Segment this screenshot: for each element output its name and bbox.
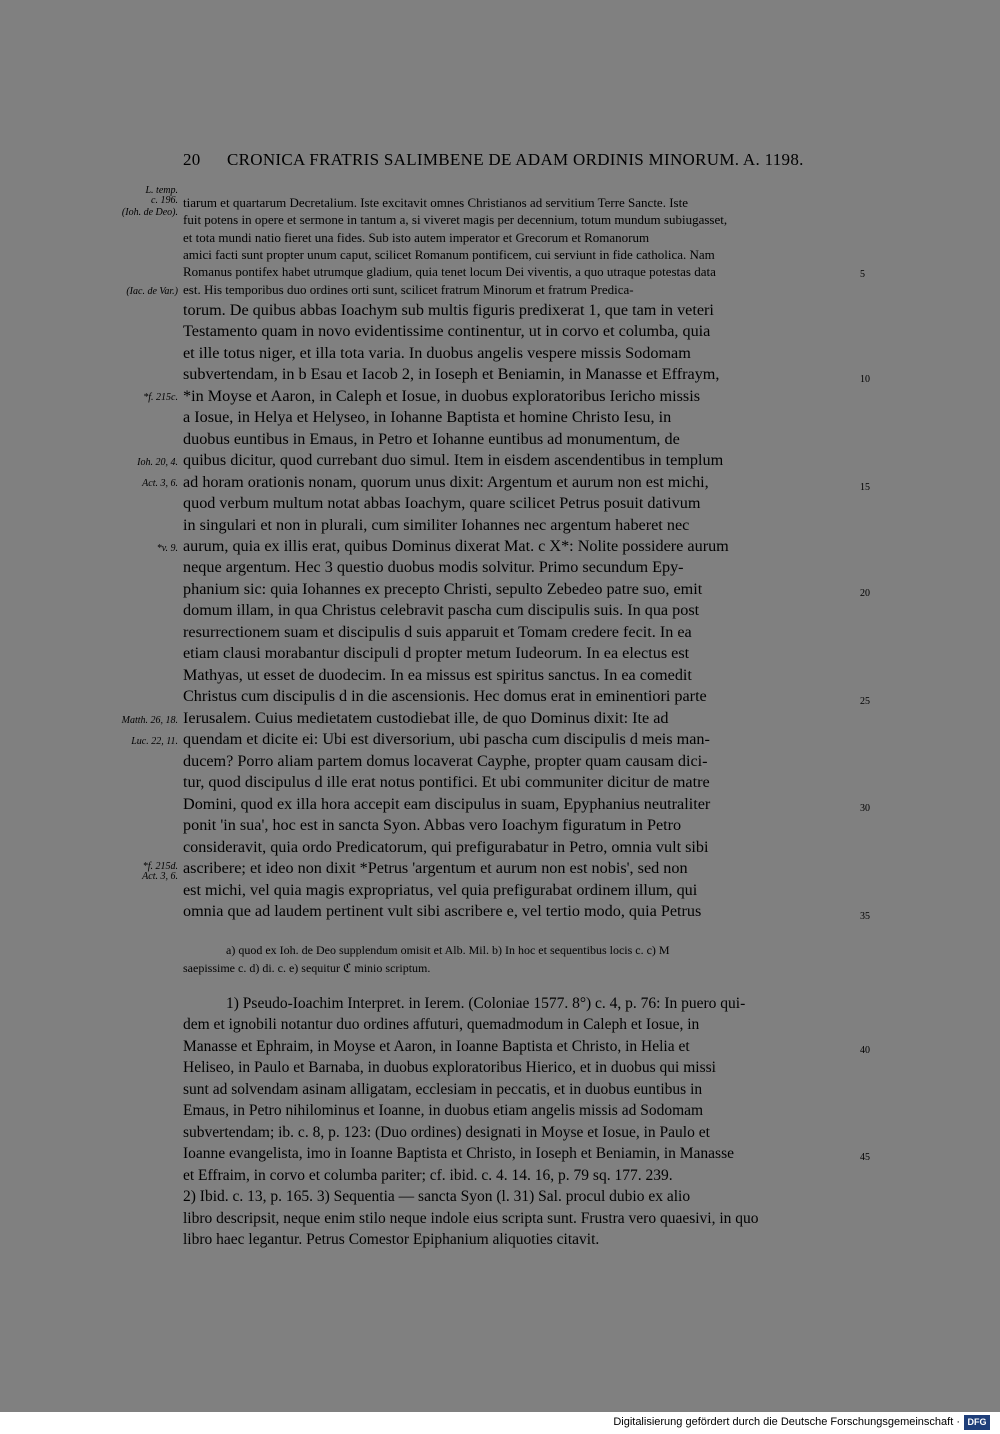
text-line: ascribere; et ideo non dixit *Petrus 'argentum et aurum non est nobis', sed non bbox=[183, 859, 688, 877]
line-number: 35 bbox=[860, 911, 870, 922]
running-title: CRONICA FRATRIS SALIMBENE DE ADAM ORDINIS MINORUM. A. 1198. bbox=[227, 150, 804, 169]
note-line: 2) Ibid. c. 13, p. 165. 3) Sequentia — sancta Syon (l. 31) Sal. procul dubio ex alio bbox=[183, 1188, 691, 1205]
text-line: neque argentum. Hec 3 questio duobus modis solvitur. Primo secundum Epy- bbox=[183, 558, 684, 576]
text-line: a Iosue, in Helya et Helyseo, in Iohanne Baptista et homine Christo Iesu, in bbox=[183, 408, 672, 426]
text-line-small: Romanus pontifex habet utrumque gladium, quia tenet locum Dei viventis, a quo utraque potestas data bbox=[183, 264, 716, 279]
text-line: Ierusalem. Cuius medietatem custodiebat ille, de quo Dominus dixit: Ite ad bbox=[183, 709, 669, 727]
margin-note: *v. 9. bbox=[156, 543, 178, 554]
margin-note: Luc. 22, 11. bbox=[131, 736, 178, 747]
margin-note: *f. 215d. bbox=[142, 861, 178, 872]
line-number: 15 bbox=[860, 482, 870, 493]
line-number: 25 bbox=[860, 696, 870, 707]
text-line: ad horam orationis nonam, quorum unus dixit: Argentum et aurum non est michi, bbox=[183, 473, 709, 491]
text-line: Christus cum discipulis d in die ascensionis. Hec domus erat in eminentiori parte bbox=[183, 687, 707, 705]
page-number: 20 bbox=[183, 150, 201, 169]
note-line: libro descripsit, neque enim stilo neque indole eius scripta sunt. Frustra vero quaesivi, in quo bbox=[183, 1210, 759, 1227]
margin-note: *f. 215c. bbox=[143, 392, 178, 403]
funding-footer bbox=[0, 1412, 1000, 1434]
text-line: *in Moyse et Aaron, in Caleph et Iosue, in duobus exploratoribus Iericho missis bbox=[183, 387, 701, 405]
line-number: 40 bbox=[860, 1045, 870, 1056]
margin-note: L. temp. bbox=[145, 185, 178, 196]
margin-note: c. 196. bbox=[151, 195, 178, 206]
text-line: phanium sic: quia Iohannes ex precepto Christi, sepulto Zebedeo patre suo, emit bbox=[183, 580, 703, 598]
margin-note: (Iac. de Var.) bbox=[126, 286, 178, 297]
line-number: 5 bbox=[860, 269, 865, 280]
note-line: Ioanne evangelista, imo in Ioanne Baptista et Christo, in Ioseph et Beniamin, in Manasse bbox=[183, 1145, 734, 1162]
note-line: 1) Pseudo-Ioachim Interpret. in Ierem. (Coloniae 1577. 8°) c. 4, p. 76: In puero qui- bbox=[226, 995, 746, 1012]
text-line: in singulari et non in plurali, cum similiter Iohannes nec argentum haberet nec bbox=[183, 516, 690, 534]
text-line: tur, quod discipulus d ille erat notus pontifici. Et ubi communiter dicitur de matre bbox=[183, 773, 710, 791]
line-number: 10 bbox=[860, 374, 870, 385]
line-number: 45 bbox=[860, 1152, 870, 1163]
note-line: Manasse et Ephraim, in Moyse et Aaron, in Ioanne Baptista et Christo, in Helia et bbox=[183, 1038, 690, 1055]
text-line: duobus euntibus in Emaus, in Petro et Iohanne euntibus ad monumentum, de bbox=[183, 430, 680, 448]
text-line: resurrectionem suam et discipulis d suis apparuit et Tomam credere fecit. In ea bbox=[183, 623, 692, 641]
text-line: subvertendam, in b Esau et Iacob 2, in Ioseph et Beniamin, in Manasse et Effraym, bbox=[183, 365, 720, 383]
margin-note: (Ioh. de Deo). bbox=[121, 207, 178, 218]
text-line: quibus dicitur, quod currebant duo simul. Item in eisdem ascendentibus in templum bbox=[183, 451, 724, 469]
funding-text: Digitalisierung gefördert durch die Deutsche Forschungsgemeinschaft · bbox=[613, 1416, 960, 1428]
text-line: consideravit, quia ordo Predicatorum, qui prefigurabatur in Petro, omnia vult sibi bbox=[183, 838, 709, 856]
text-line: Domini, quod ex illa hora accepit eam discipulus in suam, Epyphanius neutraliter bbox=[183, 795, 711, 813]
text-line: quendam et dicite ei: Ubi est diversorium, ubi pascha cum discipulis d meis man- bbox=[183, 730, 710, 748]
text-line: ducem? Porro aliam partem domus locaverat Cayphe, propter quam causam dici- bbox=[183, 752, 708, 770]
note-line: subvertendam; ib. c. 8, p. 123: (Duo ordines) designati in Moyse et Iosue, in Paulo et bbox=[183, 1124, 710, 1141]
text-line: est michi, vel quia magis expropriatus, vel quia prefigurabat ordinem illum, qui bbox=[183, 881, 698, 899]
note-line: sunt ad solvendam asinam alligatam, ecclesiam in peccatis, et in duobus euntibus in bbox=[183, 1081, 703, 1098]
running-header bbox=[183, 150, 843, 170]
text-line: quod verbum multum notat abbas Ioachym, quare scilicet Petrus posuit dativum bbox=[183, 494, 701, 512]
text-line-small: amici facti sunt propter unum caput, scilicet Romanum pontificem, cui serviunt in fide catholica. Nam bbox=[183, 247, 715, 262]
text-line: torum. De quibus abbas Ioachym sub multis figuris predixerat 1, que tam in veteri bbox=[183, 301, 714, 319]
dfg-logo: DFG bbox=[964, 1415, 990, 1430]
note-line: Heliseo, in Paulo et Barnaba, in duobus exploratoribus Hierico, et in duobus qui missi bbox=[183, 1059, 716, 1076]
note-line: et Effraim, in corvo et columba pariter; cf. ibid. c. 4. 14. 16, p. 79 sq. 177. 239. bbox=[183, 1167, 673, 1184]
text-line-small: fuit potens in opere et sermone in tantum a, si viveret magis per decennium, totum mundum subiugasset, bbox=[183, 212, 728, 227]
text-line: Mathyas, ut esset de duodecim. In ea missus est spiritus sanctus. In ea comedit bbox=[183, 666, 692, 684]
apparatus-line: saepissime c. d) di. c. e) sequitur ℭ minio scriptum. bbox=[183, 961, 431, 975]
note-line: dem et ignobili notantur duo ordines affuturi, quemadmodum in Caleph et Iosue, in bbox=[183, 1016, 700, 1033]
note-line: libro haec legantur. Petrus Comestor Epiphanium aliquoties citavit. bbox=[183, 1231, 600, 1248]
text-line: ponit 'in sua', hoc est in sancta Syon. Abbas vero Ioachym figuratum in Petro bbox=[183, 816, 682, 834]
text-line: domum illam, in qua Christus celebravit pascha cum discipulis suis. In qua post bbox=[183, 601, 700, 619]
text-line-small: est. His temporibus duo ordines orti sunt, scilicet fratrum Minorum et fratrum Predica- bbox=[183, 282, 634, 297]
text-line: omnia que ad laudem pertinent vult sibi ascribere e, vel tertio modo, quia Petrus bbox=[183, 902, 702, 920]
margin-note: Act. 3, 6. bbox=[142, 871, 178, 882]
text-line: aurum, quia ex illis erat, quibus Dominus dixerat Mat. c X*: Nolite possidere aurum bbox=[183, 537, 729, 555]
margin-note: Act. 3, 6. bbox=[142, 478, 178, 489]
line-number: 20 bbox=[860, 588, 870, 599]
line-number: 30 bbox=[860, 803, 870, 814]
note-line: Emaus, in Petro nihilominus et Ioanne, in duobus etiam angelis missis ad Sodomam bbox=[183, 1102, 704, 1119]
margin-note: Matth. 26, 18. bbox=[121, 715, 178, 726]
text-line: et ille totus niger, et illa tota varia. In duobus angelis vespere missis Sodomam bbox=[183, 344, 691, 362]
margin-note: Ioh. 20, 4. bbox=[137, 457, 178, 468]
text-line: etiam clausi morabantur discipuli d propter metum Iudeorum. In ea electus est bbox=[183, 644, 690, 662]
text-line-small: et tota mundi natio fieret una fides. Sub isto autem imperator et Grecorum et Romanorum bbox=[183, 230, 650, 245]
text-line-small: tiarum et quartarum Decretalium. Iste excitavit omnes Christianos ad servitium Terre Sancte. Iste bbox=[183, 195, 688, 210]
apparatus-line: a) quod ex Ioh. de Deo supplendum omisit et Alb. Mil. b) In hoc et sequentibus locis c. c) M bbox=[226, 943, 670, 957]
text-line: Testamento quam in novo evidentissime continentur, ut in corvo et columba, quia bbox=[183, 322, 711, 340]
